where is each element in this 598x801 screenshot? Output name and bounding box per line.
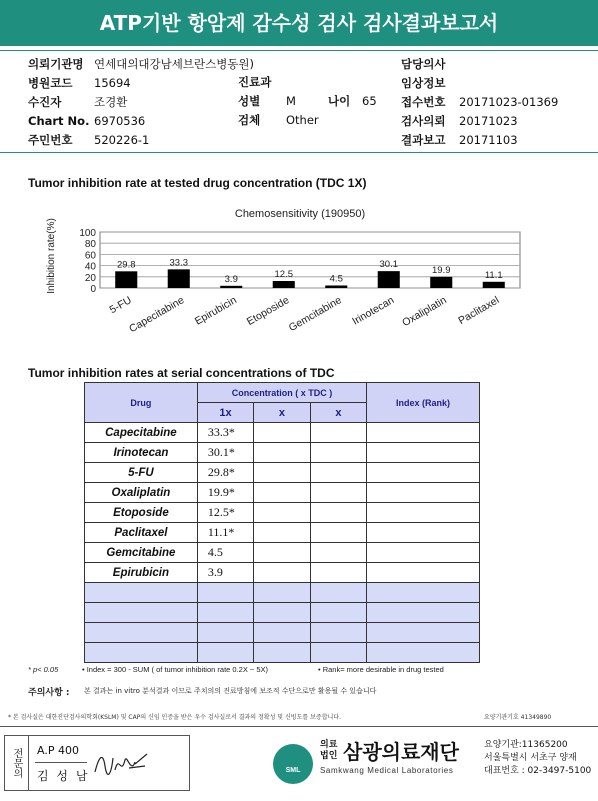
table-row (85, 463, 480, 483)
table-body (85, 423, 480, 583)
sex-label: 성별 (238, 94, 261, 108)
col-header-x2: x (254, 403, 310, 423)
org-name: 삼광의료재단 (343, 740, 459, 764)
chart-value-label: 12.5 (274, 269, 293, 280)
info-column-3 (401, 55, 558, 150)
drug-name-cell: Gemcitabine (85, 543, 198, 563)
chart-value-label: 29.8 (117, 259, 136, 271)
hospital-code-label: 병원코드 (28, 76, 73, 90)
chart-y-tick-label: 60 (84, 250, 96, 262)
report-date-label: 결과보고 (401, 133, 446, 147)
inhibition-value-cell: 3.9 (197, 563, 253, 583)
chart-y-axis-label: Inhibition rate(%) (46, 218, 57, 294)
col-header-drug: Drug (85, 383, 198, 423)
pathologist-name: 김 성 남 (37, 769, 90, 783)
age-label: 나이 (328, 94, 351, 108)
chart-y-tick-label: 0 (90, 284, 96, 295)
specimen-type-value: Other (286, 113, 319, 127)
chart-y-tick-label: 80 (84, 239, 96, 251)
report-date-value: 20171103 (459, 133, 518, 147)
chart-value-label: 4.5 (329, 273, 343, 285)
empty-cell (254, 483, 310, 503)
caution-label: 주의사항 : (28, 688, 70, 698)
id-number-value: 520226-1 (94, 133, 150, 147)
caution-text: 본 결과는 in vitro 분석결과 이므로 주치의의 진료방침에 보조적 수단으로만 활용될 수 있습니다 (84, 687, 377, 695)
empty-cell (367, 483, 480, 503)
patient-name-label: 수진자 (28, 95, 62, 109)
inhibition-value-cell: 11.1* (197, 523, 253, 543)
empty-cell (254, 443, 310, 463)
empty-cell (367, 543, 480, 563)
empty-cell (254, 423, 310, 443)
org-prefix-bottom: 법인 (320, 751, 338, 761)
chart-value-label: 11.1 (484, 269, 503, 281)
table-row (85, 423, 480, 443)
empty-cell (310, 463, 366, 483)
clinical-info-label: 임상정보 (401, 76, 446, 90)
table-row (85, 643, 480, 663)
col-header-index: Index (Rank) (367, 383, 480, 423)
chart-bar (220, 286, 242, 288)
info-column-1 (28, 55, 254, 150)
chart-category-label: Gemcitabine (286, 294, 344, 335)
section-2-title: Tumor inhibition rates at serial concentrations of TDC (28, 366, 335, 380)
empty-cell (254, 523, 310, 543)
col-header-1x: 1x (197, 403, 253, 423)
chart-bar (430, 277, 452, 288)
chart-bar (115, 271, 137, 288)
chart-category-label: Etoposide (244, 294, 292, 328)
chart-no-value: 6970536 (94, 114, 146, 128)
empty-cell (367, 463, 480, 483)
table-row (85, 523, 480, 543)
empty-cell (310, 543, 366, 563)
handwritten-signature (91, 746, 151, 782)
chart-category-label: Oxaliplatin (400, 294, 449, 330)
table-row (85, 543, 480, 563)
table-row (85, 503, 480, 523)
pathologist-code: A.P 400 (37, 744, 79, 757)
chart-category-label: Irinotecan (350, 294, 397, 328)
inhibition-value-cell: 33.3* (197, 423, 253, 443)
chart-value-label: 30.1 (379, 259, 398, 271)
org-contact (484, 739, 591, 778)
chart-title: Chemosensitivity (190950) (234, 208, 366, 220)
drug-name-cell: Etoposide (85, 503, 198, 523)
chart-bar (325, 285, 347, 288)
chart-plot-frame (100, 232, 520, 288)
patient-name-value: 조경환 (94, 95, 128, 109)
age-value: 65 (362, 94, 377, 108)
table-empty-rows (85, 583, 480, 663)
org-phone-line: 대표번호 : 02-3497-5100 (484, 766, 592, 776)
inhibition-value-cell: 19.9* (197, 483, 253, 503)
report-title: ATP기반 항암제 감수성 검사 검사결과보고서 (0, 0, 598, 46)
empty-cell (367, 443, 480, 463)
drug-name-cell: Paclitaxel (85, 523, 198, 543)
table-row (85, 583, 480, 603)
inhibition-value-cell: 29.8* (197, 463, 253, 483)
footer-divider (0, 726, 598, 727)
empty-cell (367, 523, 480, 543)
empty-cell (310, 483, 366, 503)
drug-name-cell: 5-FU (85, 463, 198, 483)
empty-cell (254, 463, 310, 483)
drug-name-cell: Capecitabine (85, 423, 198, 443)
empty-cell (310, 563, 366, 583)
org-prefix (320, 740, 337, 762)
drug-name-cell: Irinotecan (85, 443, 198, 463)
col-header-concentration: Concentration ( x TDC ) (197, 383, 366, 403)
sex-value: M (286, 94, 296, 108)
org-prefix-top: 의료 (320, 740, 338, 750)
table-row (85, 443, 480, 463)
table-row (85, 623, 480, 643)
drug-name-cell: Epirubicin (85, 563, 198, 583)
empty-cell (310, 423, 366, 443)
inhibition-value-cell: 4.5 (197, 543, 253, 563)
inhibition-value-cell: 30.1* (197, 443, 253, 463)
empty-cell (367, 503, 480, 523)
header-divider (0, 50, 598, 51)
department-label: 진료과 (238, 75, 272, 89)
org-logo-text: SML (285, 767, 301, 774)
info-divider (0, 152, 598, 153)
signature-box (4, 735, 190, 791)
accreditation-note: * 본 검사실은 대한진단검사의학회(KSLM) 및 CAP의 신임 인증을 받은 우수 검사실로서 결과의 정확성 및 신빙도를 보증합니다. (8, 714, 341, 721)
id-number-label: 주민번호 (28, 133, 73, 147)
org-address-line: 서울특별시 서초구 양재 (484, 753, 577, 763)
chart-category-label: Epirubicin (192, 294, 239, 328)
empty-cell (310, 443, 366, 463)
chart-y-tick-label: 20 (84, 272, 96, 284)
chart-category-label: 5-FU (107, 294, 134, 317)
empty-cell (367, 423, 480, 443)
empty-cell (254, 563, 310, 583)
table-row (85, 563, 480, 583)
chart-bar (273, 281, 295, 288)
chart-value-label: 19.9 (432, 264, 451, 276)
empty-cell (254, 543, 310, 563)
col-header-x3: x (310, 403, 366, 423)
empty-cell (367, 563, 480, 583)
org-name-en: Samkwang Medical Laboratories (320, 766, 454, 775)
org-logo (273, 744, 313, 784)
inhibition-value-cell: 12.5* (197, 503, 253, 523)
institution-value: 연세대의대강남세브란스병동원) (94, 57, 255, 71)
chart-category-label: Capecitabine (127, 294, 187, 336)
request-date-label: 검사의뢰 (401, 114, 446, 128)
chemosensitivity-chart (40, 200, 560, 360)
signature-side-label: 전문의 (5, 736, 29, 790)
chart-value-label: 33.3 (169, 257, 188, 269)
index-note: • Index = 300 - SUM ( of tumor inhibition rate 0.2X ~ 5X) (82, 665, 269, 674)
empty-cell (310, 523, 366, 543)
receipt-no-label: 접수번호 (401, 95, 446, 109)
chart-category-label: Paclitaxel (456, 294, 502, 328)
chart-value-label: 3.9 (224, 273, 238, 285)
specimen-type-label: 검체 (238, 113, 261, 127)
org-code-line: 요양기관:11365200 (484, 740, 568, 750)
chart-y-tick-label: 100 (79, 228, 96, 239)
doctor-label: 담당의사 (401, 57, 446, 71)
chart-no-label: Chart No. (28, 114, 90, 128)
institution-number: 요양기관기호 41349890 (484, 714, 552, 721)
request-date-value: 20171023 (459, 114, 518, 128)
hospital-code-value: 15694 (94, 76, 131, 90)
empty-cell (310, 503, 366, 523)
institution-label: 의뢰기관명 (28, 57, 84, 71)
receipt-no-value: 20171023-01369 (459, 95, 559, 109)
chart-bar (378, 271, 400, 288)
info-column-2 (238, 73, 377, 130)
section-1-title: Tumor inhibition rate at tested drug concentration (TDC 1X) (28, 176, 367, 190)
table-row (85, 603, 480, 623)
chart-y-tick-label: 40 (84, 261, 96, 273)
chart-bar (168, 269, 190, 288)
rank-note: • Rank= more desirable in drug tested (318, 665, 444, 674)
signature-underline (35, 762, 87, 763)
chart-bar (483, 282, 505, 288)
concentration-table (84, 382, 480, 663)
table-row (85, 483, 480, 503)
empty-cell (254, 503, 310, 523)
drug-name-cell: Oxaliplatin (85, 483, 198, 503)
pvalue-note: * p< 0.05 (28, 665, 59, 674)
